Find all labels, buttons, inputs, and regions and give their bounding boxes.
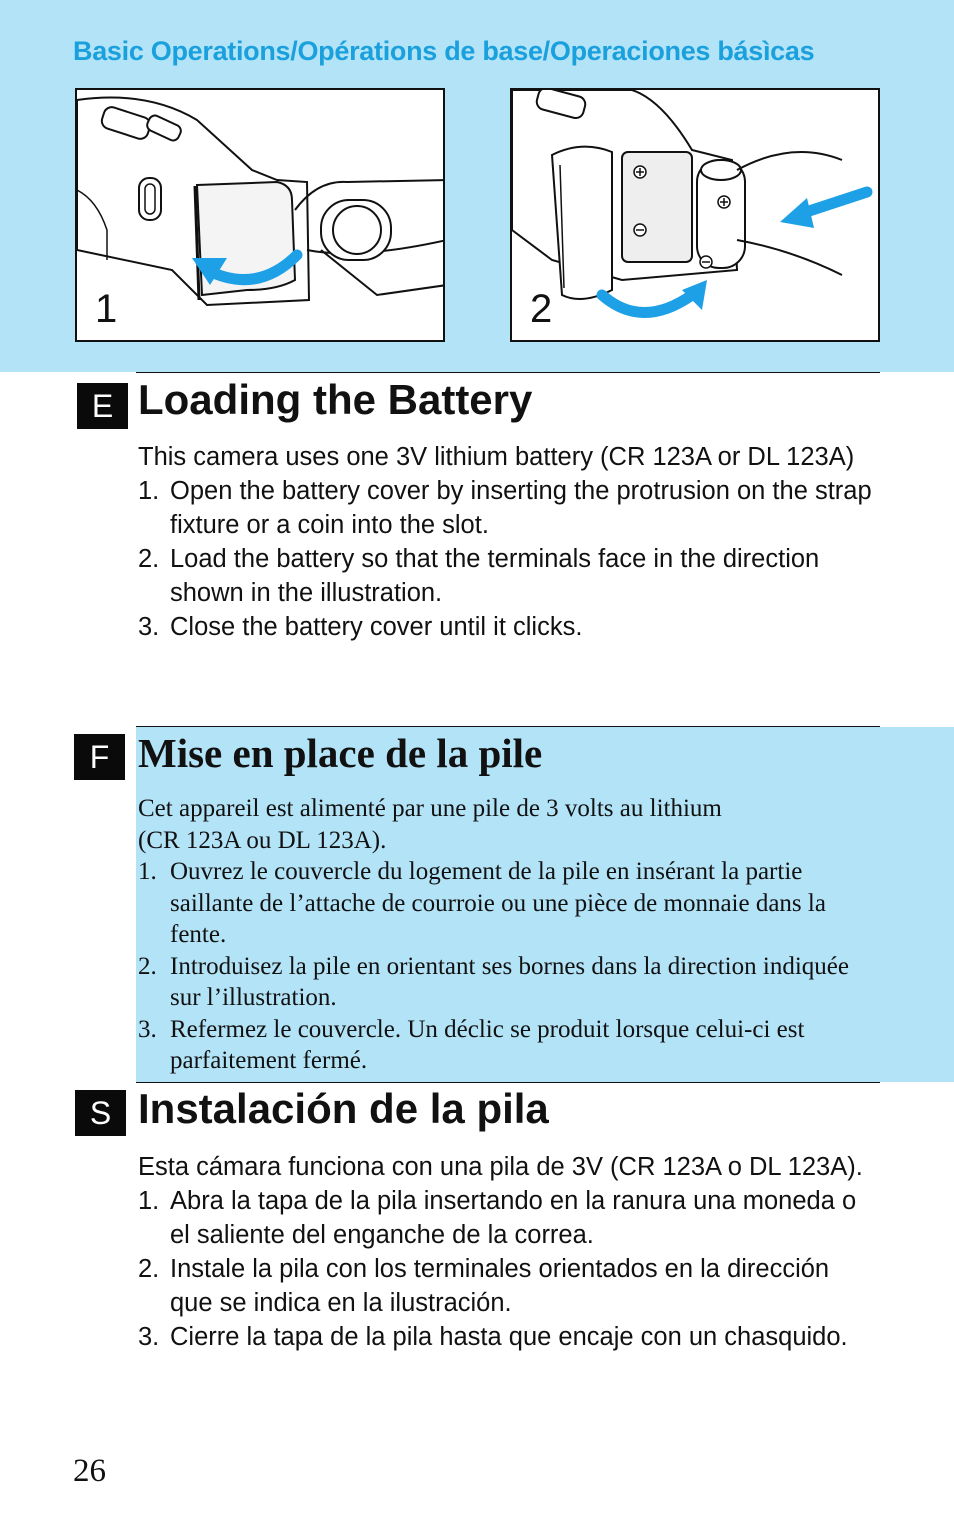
step-text: Ouvrez le couvercle du logement de la pile en insérant la partie saillante de l’attache de courroie ou une pièce de monnaie dans la fente. [170,858,826,948]
section-rule-top [136,372,880,373]
step-number: 3. [138,1015,157,1043]
step-text: Introduisez la pile en orientant ses bornes dans la direction indiquée sur l’illustration. [170,952,849,1011]
step-text: Abra la tapa de la pila insertando en la ranura una moneda o el saliente del enganche de la correa. [170,1187,857,1249]
step-number: 1. [138,1187,160,1215]
illustration-open-cover [75,88,445,342]
section-title-english: Loading the Battery [138,376,533,423]
step-list [138,856,873,1077]
language-badge-french: F [74,734,125,780]
section-intro: This camera uses one 3V lithium battery (CR 123A or DL 123A) [138,443,855,471]
step-item [138,856,873,951]
page-number: 26 [73,1453,106,1489]
language-badge-spanish: S [75,1090,126,1136]
step-text: Cierre la tapa de la pila hasta que encaje con un chasquido. [170,1323,848,1351]
camera-open-cover-drawing [77,90,445,342]
section-body-english [138,440,878,644]
step-text: Refermez le couvercle. Un déclic se produit lorsque celui-ci est parfaitement fermé. [170,1015,805,1074]
section-rule-top [136,1082,880,1083]
page-header-title: Basic Operations/Opérations de base/Operaciones básìcas [73,36,815,66]
section-title-french: Mise en place de la pile [138,730,543,776]
step-number: 3. [138,613,160,641]
step-text: Load the battery so that the terminals face in the direction shown in the illustration. [170,545,820,607]
step-number: 1. [138,858,157,885]
step-item [138,1014,873,1077]
step-number: 2. [138,545,160,573]
section-intro: Cet appareil est alimenté par une pile de 3 volts au lithium (CR 123A ou DL 123A). [138,795,722,854]
camera-insert-battery-drawing [512,90,880,342]
step-item [138,1184,878,1252]
step-item [138,610,878,644]
step-list [138,1184,878,1354]
section-intro: Esta cámara funciona con una pila de 3V (CR 123A o DL 123A). [138,1153,863,1181]
section-title-spanish: Instalación de la pila [138,1085,549,1132]
illustration-number: 1 [95,287,118,331]
step-number: 2. [138,1255,160,1283]
section-rule-top [136,726,880,727]
step-number: 2. [138,952,157,980]
step-number: 1. [138,477,160,505]
section-body-french [138,793,873,1077]
step-text: Close the battery cover until it clicks. [170,613,583,641]
step-number: 3. [138,1323,160,1351]
step-text: Open the battery cover by inserting the protrusion on the strap fixture or a coin into the slot. [170,477,872,539]
language-badge-english: E [77,383,128,429]
illustration-number: 2 [530,287,553,331]
step-item [138,542,878,610]
step-item [138,1252,878,1320]
section-body-spanish [138,1150,878,1354]
step-list [138,474,878,644]
step-text: Instale la pila con los terminales orientados en la dirección que se indica en la ilustración. [170,1255,830,1317]
step-item [138,1320,878,1354]
illustration-insert-battery [510,88,880,342]
step-item [138,474,878,542]
step-item [138,951,873,1014]
